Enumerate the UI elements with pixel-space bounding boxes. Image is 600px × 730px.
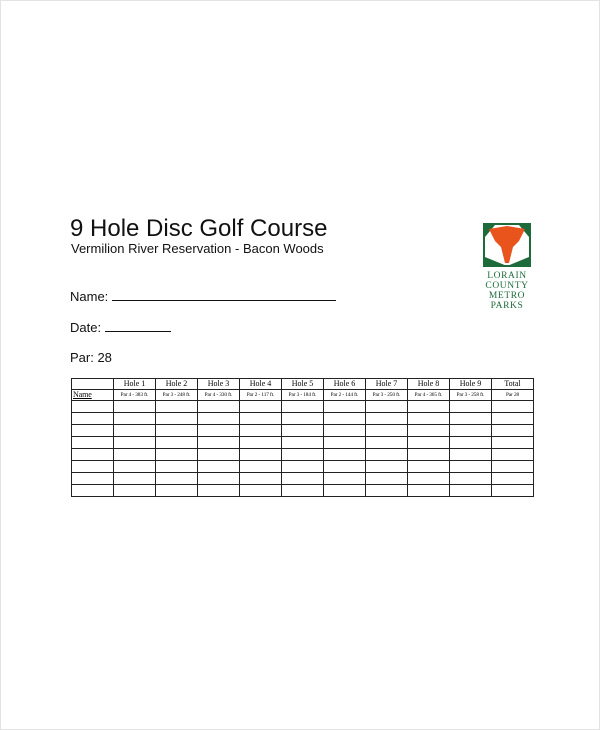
hole-score-cell[interactable] [282,437,324,449]
header-cell: Hole 6 [324,379,366,390]
score-row [72,473,534,485]
hole-score-cell[interactable] [240,473,282,485]
hole-score-cell[interactable] [198,473,240,485]
hole-score-cell[interactable] [324,461,366,473]
hole-score-cell[interactable] [282,413,324,425]
player-name-cell[interactable] [72,401,114,413]
hole-score-cell[interactable] [240,425,282,437]
hole-score-cell[interactable] [408,413,450,425]
hole-par-cell: Par 2 - 144 ft. [324,390,366,401]
header-cell: Hole 4 [240,379,282,390]
hole-score-cell[interactable] [198,437,240,449]
hole-par-cell: Par 4 - 330 ft. [198,390,240,401]
hole-par-cell: Par 2 - 117 ft. [240,390,282,401]
hole-score-cell[interactable] [366,437,408,449]
total-score-cell[interactable] [492,401,534,413]
hole-score-cell[interactable] [240,461,282,473]
logo-line: PARKS [490,301,524,311]
hole-score-cell[interactable] [324,449,366,461]
hole-par-cell: Par 3 - 250 ft. [366,390,408,401]
hole-score-cell[interactable] [156,473,198,485]
header-cell: Hole 2 [156,379,198,390]
hole-score-cell[interactable] [366,485,408,497]
hole-score-cell[interactable] [282,473,324,485]
hole-score-cell[interactable] [450,413,492,425]
hole-score-cell[interactable] [156,461,198,473]
logo-line: LORAIN [487,271,527,281]
player-name-cell[interactable] [72,449,114,461]
name-label: Name: [70,289,109,304]
metro-parks-logo [483,223,531,311]
header-cell: Hole 9 [450,379,492,390]
hole-score-cell[interactable] [408,461,450,473]
hole-score-cell[interactable] [240,413,282,425]
hole-score-cell[interactable] [198,413,240,425]
header-cell [72,379,114,390]
course-par: Par: 28 [70,350,112,365]
hole-score-cell[interactable] [408,449,450,461]
hole-par-cell: Par 4 - 383 ft. [114,390,156,401]
hole-score-cell[interactable] [282,449,324,461]
hole-score-cell[interactable] [324,413,366,425]
hole-score-cell[interactable] [450,473,492,485]
hole-score-cell[interactable] [450,437,492,449]
page-title: 9 Hole Disc Golf Course [70,215,328,242]
hole-score-cell[interactable] [114,449,156,461]
par-row [72,390,534,401]
logo-green-base-right [507,257,529,266]
hole-score-cell[interactable] [114,473,156,485]
hole-score-cell[interactable] [324,437,366,449]
hole-score-cell[interactable] [156,413,198,425]
logo-line: METRO [488,291,526,301]
score-row [72,437,534,449]
hole-score-cell[interactable] [324,401,366,413]
total-score-cell[interactable] [492,425,534,437]
hole-par-cell: Par 3 - 258 ft. [450,390,492,401]
score-row [72,413,534,425]
logo-orange-arrowhead [489,226,525,263]
hole-par-cell: Par 4 - 365 ft. [408,390,450,401]
name-blank-line [112,289,336,301]
header-cell: Hole 3 [198,379,240,390]
date-field [70,320,171,336]
player-name-cell[interactable] [72,485,114,497]
score-row [72,401,534,413]
hole-score-cell[interactable] [408,437,450,449]
hole-score-cell[interactable] [450,485,492,497]
hole-score-cell[interactable] [366,401,408,413]
hole-score-cell[interactable] [156,437,198,449]
scorecard-table [71,378,534,497]
name-column-label: Name [72,390,114,401]
hole-score-cell[interactable] [366,425,408,437]
total-score-cell[interactable] [492,461,534,473]
hole-score-cell[interactable] [156,401,198,413]
hole-score-cell[interactable] [240,485,282,497]
hole-score-cell[interactable] [114,437,156,449]
hole-score-cell[interactable] [450,461,492,473]
total-par-cell: Par 28 [492,390,534,401]
hole-score-cell[interactable] [450,449,492,461]
total-score-cell[interactable] [492,473,534,485]
player-name-cell[interactable] [72,437,114,449]
hole-score-cell[interactable] [114,401,156,413]
hole-score-cell[interactable] [324,485,366,497]
hole-score-cell[interactable] [282,461,324,473]
hole-score-cell[interactable] [156,485,198,497]
hole-score-cell[interactable] [408,485,450,497]
hole-score-cell[interactable] [240,437,282,449]
header-cell: Hole 7 [366,379,408,390]
hole-score-cell[interactable] [408,473,450,485]
hole-score-cell[interactable] [366,473,408,485]
score-row [72,449,534,461]
hole-score-cell[interactable] [198,449,240,461]
hole-score-cell[interactable] [366,461,408,473]
player-name-cell[interactable] [72,413,114,425]
hole-score-cell[interactable] [114,461,156,473]
hole-par-cell: Par 3 - 184 ft. [282,390,324,401]
logo-text [483,271,531,311]
logo-line: COUNTY [485,281,529,291]
logo-green-base [485,257,507,266]
hole-score-cell[interactable] [450,425,492,437]
header-cell: Total [492,379,534,390]
hole-score-cell[interactable] [282,485,324,497]
hole-score-cell[interactable] [198,401,240,413]
player-name-cell[interactable] [72,461,114,473]
arrowhead-logo-icon [483,223,531,267]
hole-score-cell[interactable] [156,449,198,461]
hole-score-cell[interactable] [198,461,240,473]
page-subtitle: Vermilion River Reservation - Bacon Woods [71,241,324,256]
player-name-cell[interactable] [72,425,114,437]
score-row [72,461,534,473]
header-cell: Hole 8 [408,379,450,390]
hole-score-cell[interactable] [114,413,156,425]
date-blank-line [105,320,171,332]
total-score-cell[interactable] [492,485,534,497]
hole-score-cell[interactable] [408,401,450,413]
hole-score-cell[interactable] [282,425,324,437]
hole-score-cell[interactable] [114,425,156,437]
hole-score-cell[interactable] [240,401,282,413]
total-score-cell[interactable] [492,449,534,461]
hole-score-cell[interactable] [408,425,450,437]
date-label: Date: [70,320,102,335]
player-name-cell[interactable] [72,473,114,485]
hole-score-cell[interactable] [366,413,408,425]
hole-score-cell[interactable] [450,401,492,413]
hole-score-cell[interactable] [114,485,156,497]
header-cell: Hole 5 [282,379,324,390]
total-score-cell[interactable] [492,437,534,449]
hole-score-cell[interactable] [240,449,282,461]
hole-score-cell[interactable] [366,449,408,461]
hole-score-cell[interactable] [198,425,240,437]
total-score-cell[interactable] [492,413,534,425]
hole-par-cell: Par 3 - 248 ft. [156,390,198,401]
hole-score-cell[interactable] [198,485,240,497]
hole-score-cell[interactable] [282,401,324,413]
score-row [72,425,534,437]
header-row [72,379,534,390]
hole-score-cell[interactable] [324,425,366,437]
hole-score-cell[interactable] [156,425,198,437]
score-row [72,485,534,497]
hole-score-cell[interactable] [324,473,366,485]
name-field [70,289,336,305]
header-cell: Hole 1 [114,379,156,390]
